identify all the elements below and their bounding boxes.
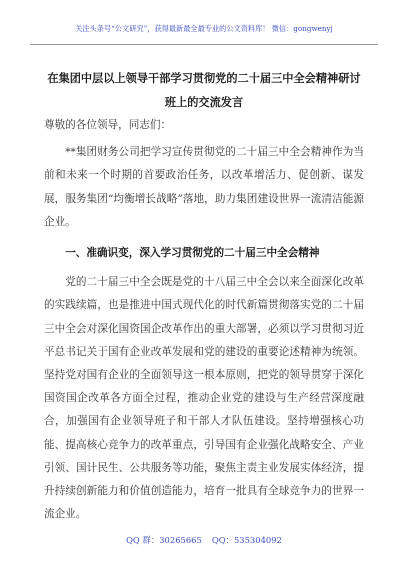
section-paragraph: 党的二十届三中全会既是党的十八届三中全会以来全面深化改革的实践续篇，也是推进中国式现代化的时代新篇贯彻落实党的二十届三中全会对深化国资国企改革作出的重大部署，必须以学习贯彻习近平总书记关于国有企业改革发展和党的建设的重要论述精神为统领。坚持党对国有企业的全面领导这一根本原则，把党的领导贯穿于深化国资国企改革各方面全过程，推动企业党的建设与生产经营深度融合，加强国有企业领导班子和干部人才队伍建设。坚持增强核心功能、提高核心竞争力的改革重点，引导国有企业强化战略安全、产业引领、国计民生、公共服务等功能，聚焦主责主业发展实体经济，提升持续创新能力和价值创造能力，培育一批具有全球竞争力的世界一流企业。	[44, 276, 364, 521]
intro-paragraph: **集团财务公司把学习宣传贯彻党的二十届三中全会精神作为当前和未来一个时期的首要政治任务，以改革增活力、促创新、谋发展，服务集团“均衡增长战略”落地，助力集团建设世界一流清洁能源企业。	[44, 146, 364, 228]
footer-qq-number: QQ：535304092	[211, 535, 282, 545]
page-header	[30, 24, 378, 38]
header-promo-text: 关注头条号“公文研究”，获得最新最全最专业的公文资料库！ 微信：gongwenyj	[75, 24, 333, 33]
header-divider	[30, 44, 378, 45]
document-body	[44, 114, 364, 526]
footer-qq-group: QQ 群：30265665	[126, 535, 202, 545]
document-title: 在集团中层以上领导干部学习贯彻党的二十届三中全会精神研讨班上的交流发言	[47, 71, 361, 109]
page-footer	[30, 534, 378, 550]
section-heading: 一、准确识变，深入学习贯彻党的二十届三中全会精神	[65, 247, 320, 260]
salutation: 尊敬的各位领导，同志们：	[44, 119, 172, 131]
